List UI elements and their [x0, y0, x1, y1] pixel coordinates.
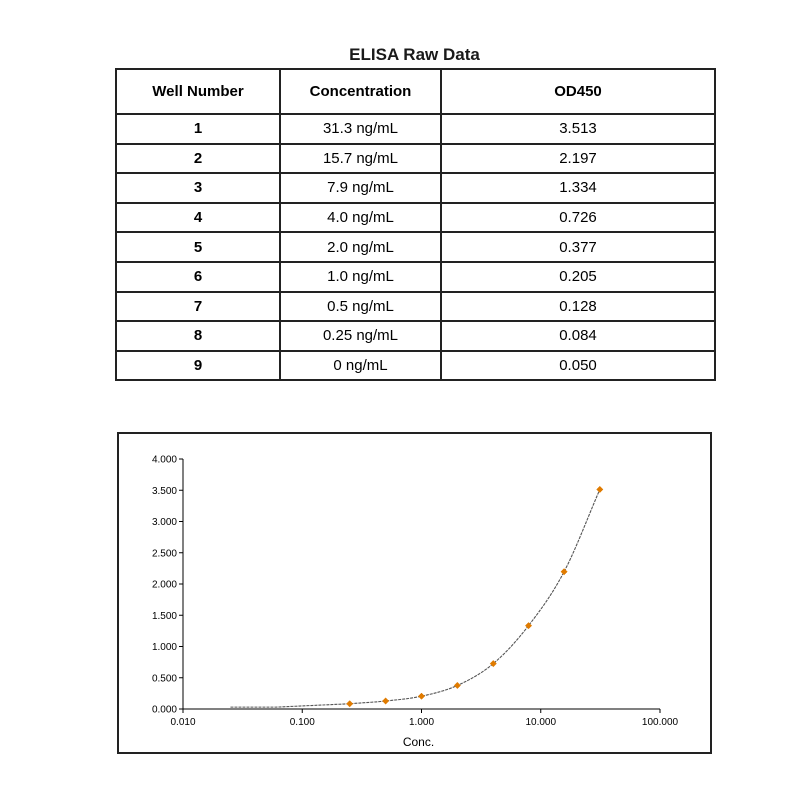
x-tick-label: 0.100	[289, 717, 315, 728]
od450-cell: 3.513	[441, 114, 715, 144]
table-row	[116, 232, 715, 262]
table-row	[116, 144, 715, 174]
table-row	[116, 321, 715, 351]
y-tick-label: 2.000	[151, 579, 177, 591]
concentration-cell: 15.7 ng/mL	[280, 144, 441, 174]
x-tick-label: 0.010	[170, 717, 196, 728]
standard-curve-line	[230, 489, 599, 707]
y-tick-label: 1.000	[151, 642, 177, 653]
od450-cell: 1.334	[441, 173, 715, 203]
data-point-marker	[597, 486, 603, 492]
well-cell: 9	[116, 351, 280, 381]
data-point-marker	[347, 701, 353, 707]
well-cell: 7	[116, 292, 280, 322]
y-tick-label: 0.000	[151, 704, 177, 716]
well-cell: 4	[116, 203, 280, 233]
data-point-marker	[382, 698, 388, 704]
od450-cell: 0.050	[441, 351, 715, 381]
well-cell: 2	[116, 144, 280, 174]
well-cell: 8	[116, 321, 280, 351]
y-tick-label: 2.500	[151, 548, 177, 560]
y-tick-label: 4.000	[151, 454, 177, 466]
od450-cell: 0.128	[441, 292, 715, 322]
x-tick-label: 10.000	[525, 717, 557, 728]
concentration-cell: 0 ng/mL	[280, 351, 441, 381]
concentration-cell: 0.25 ng/mL	[280, 321, 441, 351]
table-row	[116, 173, 715, 203]
concentration-cell: 0.5 ng/mL	[280, 292, 441, 322]
table-title: ELISA Raw Data	[349, 45, 480, 64]
y-tick-label: 3.500	[151, 485, 177, 497]
standard-curve-chart	[117, 432, 712, 754]
table-row	[116, 262, 715, 292]
x-tick-label: 100.000	[641, 717, 679, 728]
concentration-cell: 31.3 ng/mL	[280, 114, 441, 144]
header-well-number: Well Number	[116, 69, 280, 114]
y-tick-label: 1.500	[151, 610, 177, 622]
data-point-marker	[418, 693, 424, 699]
concentration-cell: 1.0 ng/mL	[280, 262, 441, 292]
od450-cell: 0.377	[441, 232, 715, 262]
table-row	[116, 292, 715, 322]
concentration-cell: 7.9 ng/mL	[280, 173, 441, 203]
od450-cell: 2.197	[441, 144, 715, 174]
chart-svg	[119, 434, 710, 752]
header-concentration: Concentration	[280, 69, 441, 114]
y-tick-label: 3.000	[151, 517, 177, 528]
od450-cell: 0.084	[441, 321, 715, 351]
well-cell: 1	[116, 114, 280, 144]
od450-cell: 0.726	[441, 203, 715, 233]
table-header-row	[116, 69, 715, 114]
table-row	[116, 203, 715, 233]
elisa-raw-data-table	[115, 68, 716, 381]
concentration-cell: 4.0 ng/mL	[280, 203, 441, 233]
well-cell: 3	[116, 173, 280, 203]
well-cell: 5	[116, 232, 280, 262]
header-od450: OD450	[441, 69, 715, 114]
data-point-marker	[561, 568, 567, 574]
table-row	[116, 114, 715, 144]
x-axis-label: Conc.	[402, 735, 435, 749]
od450-cell: 0.205	[441, 262, 715, 292]
well-cell: 6	[116, 262, 280, 292]
x-tick-label: 1.000	[408, 717, 435, 728]
table-row	[116, 351, 715, 381]
data-point-marker	[454, 682, 460, 688]
y-tick-label: 0.500	[151, 673, 177, 685]
concentration-cell: 2.0 ng/mL	[280, 232, 441, 262]
